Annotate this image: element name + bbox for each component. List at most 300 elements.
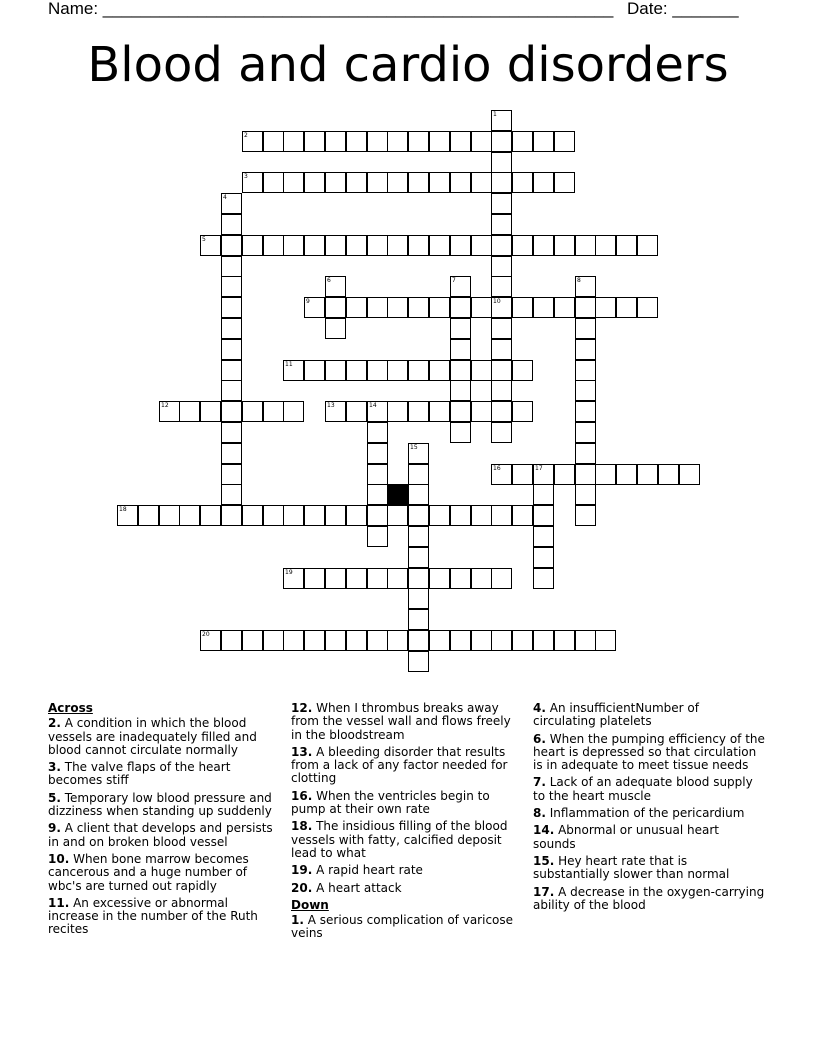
grid-cell[interactable] [408,131,429,152]
grid-cell[interactable] [450,235,471,256]
across-clue [48,822,276,849]
clue-text: Abnormal or unusual heart sounds [533,823,720,851]
grid-cell[interactable] [471,401,492,422]
clue-number: 10. [48,851,70,866]
grid-cell[interactable] [408,630,429,651]
grid-cell[interactable] [450,297,471,318]
grid-cell[interactable] [554,630,575,651]
grid-cell[interactable] [325,360,346,381]
grid-cell[interactable] [429,505,450,526]
grid-cell[interactable] [450,505,471,526]
grid-cell[interactable] [346,235,367,256]
grid-cell[interactable] [117,505,138,526]
grid-cell[interactable] [325,297,346,318]
grid-cell[interactable] [283,401,304,422]
grid-cell[interactable] [512,131,533,152]
clue-number: 13. [291,744,313,759]
grid-cell[interactable] [408,568,429,589]
grid-cell[interactable] [367,443,388,464]
grid-cell[interactable] [325,318,346,339]
grid-cell[interactable] [491,214,512,235]
grid-cell[interactable] [221,339,242,360]
grid-cell[interactable] [367,297,388,318]
grid-cell[interactable] [408,172,429,193]
grid-cell[interactable] [221,380,242,401]
grid-cell[interactable] [283,630,304,651]
grid-cell[interactable] [450,360,471,381]
grid-cell[interactable] [533,526,554,547]
grid-cell[interactable] [512,630,533,651]
grid-cell[interactable] [367,422,388,443]
grid-cell[interactable] [616,235,637,256]
cell-number: 13 [327,402,335,409]
grid-cell[interactable] [512,464,533,485]
grid-cell[interactable] [491,630,512,651]
grid-cell[interactable] [283,235,304,256]
grid-cell[interactable] [512,235,533,256]
grid-cell[interactable] [491,131,512,152]
grid-cell[interactable] [325,401,346,422]
grid-cell[interactable] [491,256,512,277]
clue-text: When bone marrow becomes cancerous and a huge number of wbc's are turned out rapidly [48,851,249,893]
grid-cell[interactable] [304,568,325,589]
grid-cell[interactable] [595,235,616,256]
grid-cell[interactable] [221,401,242,422]
grid-cell[interactable] [283,131,304,152]
clue-column-3 [533,702,765,916]
cell-number: 9 [306,298,310,305]
grid-cell[interactable] [325,235,346,256]
grid-cell[interactable] [533,505,554,526]
grid-cell[interactable] [263,401,284,422]
grid-cell[interactable] [221,256,242,277]
grid-cell[interactable] [408,464,429,485]
grid-cell[interactable] [471,172,492,193]
clue-number: 8. [533,806,546,821]
grid-cell[interactable] [471,505,492,526]
puzzle-title: Blood and cardio disorders [87,37,729,93]
grid-cell[interactable] [159,401,180,422]
grid-cell[interactable] [325,276,346,297]
grid-cell[interactable] [408,547,429,568]
down-clue [533,886,765,913]
grid-cell[interactable] [471,297,492,318]
grid-cell[interactable] [242,131,263,152]
cell-number: 15 [410,444,418,451]
across-heading: Across [48,701,93,715]
grid-cell[interactable] [575,422,596,443]
clue-text: A condition in which the blood vessels are inadequately filled and blood cannot circulate normally [48,716,257,757]
clue-text: Hey heart rate that is substantially slower than normal [533,853,730,882]
grid-cell[interactable] [491,339,512,360]
grid-cell[interactable] [637,235,658,256]
clue-text: A client that develops and persists in and on broken blood vessel [48,821,273,849]
grid-cell[interactable] [221,318,242,339]
down-clue [533,733,765,773]
grid-cell[interactable] [575,630,596,651]
grid-cell[interactable] [575,318,596,339]
clue-text: A heart attack [312,880,402,895]
grid-cell[interactable] [221,443,242,464]
across-clue [48,853,276,893]
grid-cell[interactable] [221,360,242,381]
grid-cell[interactable] [387,401,408,422]
grid-cell[interactable] [491,172,512,193]
grid-cell[interactable] [408,505,429,526]
grid-cell[interactable] [304,297,325,318]
grid-cell[interactable] [575,339,596,360]
grid-cell[interactable] [450,630,471,651]
across-clue [291,702,523,742]
clue-text: A decrease in the oxygen-carrying ability of the blood [533,884,765,912]
across-clue [291,820,523,860]
grid-cell[interactable] [367,401,388,422]
grid-cell[interactable] [387,630,408,651]
grid-cell[interactable] [533,464,554,485]
cell-number: 10 [493,298,501,305]
grid-cell[interactable] [450,318,471,339]
cell-number: 3 [244,173,248,180]
grid-cell[interactable] [616,297,637,318]
cell-number: 11 [285,361,293,368]
clue-text: When I thrombus breaks away from the vessel wall and flows freely in the bloodstream [291,701,511,742]
grid-cell[interactable] [221,235,242,256]
grid-cell[interactable] [387,505,408,526]
grid-cell[interactable] [387,235,408,256]
grid-cell[interactable] [429,131,450,152]
grid-cell[interactable] [367,235,388,256]
grid-cell[interactable] [554,172,575,193]
grid-cell[interactable] [263,172,284,193]
grid-cell[interactable] [346,401,367,422]
cell-number: 1 [493,111,497,118]
grid-cell[interactable] [346,568,367,589]
grid-cell[interactable] [221,214,242,235]
grid-cell[interactable] [221,505,242,526]
grid-cell[interactable] [554,131,575,152]
clue-number: 15. [533,853,555,868]
grid-cell[interactable] [325,131,346,152]
grid-cell[interactable] [200,401,221,422]
cell-number: 6 [327,277,331,284]
down-clue [533,702,765,729]
grid-cell[interactable] [387,297,408,318]
grid-cell[interactable] [450,380,471,401]
grid-cell[interactable] [221,484,242,505]
down-heading: Down [291,897,329,912]
grid-cell[interactable] [179,401,200,422]
grid-cell[interactable] [408,401,429,422]
clue-text: Inflammation of the pericardium [545,806,745,821]
grid-cell[interactable] [533,172,554,193]
grid-cell[interactable] [408,588,429,609]
grid-cell[interactable] [679,464,700,485]
grid-cell[interactable] [325,630,346,651]
grid-cell[interactable] [575,276,596,297]
grid-cell[interactable] [491,568,512,589]
across-clue [48,897,276,937]
clue-number: 9. [48,821,61,836]
grid-cell[interactable] [575,235,596,256]
down-clue [533,855,765,882]
down-clue [533,807,765,820]
grid-cell[interactable] [637,464,658,485]
grid-cell[interactable] [221,193,242,214]
grid-cell[interactable] [387,568,408,589]
grid-cell[interactable] [263,131,284,152]
grid-cell[interactable] [575,380,596,401]
clue-number: 3. [48,760,61,775]
clue-text: The insidious filling of the blood vessels with fatty, calcified deposit lead to what [291,819,508,860]
grid-cell[interactable] [429,401,450,422]
grid-cell[interactable] [408,443,429,464]
grid-cell[interactable] [533,131,554,152]
grid-cell[interactable] [283,172,304,193]
grid-cell[interactable] [367,360,388,381]
grid-cell[interactable] [429,360,450,381]
grid-cell[interactable] [658,464,679,485]
grid-cell[interactable] [346,131,367,152]
grid-cell[interactable] [346,297,367,318]
grid-cell[interactable] [159,505,180,526]
across-clue [291,790,523,817]
grid-cell[interactable] [429,568,450,589]
grid-cell[interactable] [471,630,492,651]
across-clue [291,864,523,877]
grid-cell[interactable] [595,297,616,318]
grid-cell[interactable] [450,172,471,193]
grid-cell[interactable] [533,484,554,505]
clue-number: 7. [533,775,546,790]
clue-text: When the pumping efficiency of the heart is depressed so that circulation is in adequate to meet tissue needs [533,731,765,773]
grid-cell[interactable] [367,131,388,152]
across-clue [48,717,276,757]
grid-cell[interactable] [554,235,575,256]
grid-cell[interactable] [533,235,554,256]
grid-cell[interactable] [304,131,325,152]
clue-text: A serious complication of varicose veins [291,913,514,941]
grid-cell[interactable] [429,630,450,651]
cell-number: 20 [202,631,210,638]
grid-cell[interactable] [221,422,242,443]
grid-cell[interactable] [512,505,533,526]
across-clue [291,746,523,786]
clue-column-1 [48,702,276,941]
black-cell [387,484,408,505]
cell-number: 18 [119,506,127,513]
grid-cell[interactable] [512,360,533,381]
grid-cell[interactable] [263,505,284,526]
grid-cell[interactable] [408,651,429,672]
clue-number: 14. [533,823,555,838]
grid-cell[interactable] [304,505,325,526]
grid-cell[interactable] [595,464,616,485]
grid-cell[interactable] [367,172,388,193]
grid-cell[interactable] [595,630,616,651]
grid-cell[interactable] [471,235,492,256]
grid-cell[interactable] [575,297,596,318]
clue-column-2 [291,702,523,945]
clue-number: 20. [291,880,313,895]
grid-cell[interactable] [575,401,596,422]
cell-number: 16 [493,465,501,472]
cell-number: 12 [161,402,169,409]
grid-cell[interactable] [346,630,367,651]
grid-cell[interactable] [450,568,471,589]
cell-number: 17 [535,465,543,472]
name-field[interactable]: Name: ______________________________________________________ [48,0,614,18]
grid-cell[interactable] [491,422,512,443]
grid-cell[interactable] [221,630,242,651]
grid-cell[interactable] [263,235,284,256]
grid-cell[interactable] [283,360,304,381]
grid-cell[interactable] [554,464,575,485]
grid-cell[interactable] [346,360,367,381]
grid-cell[interactable] [408,484,429,505]
date-field[interactable]: Date: _______ [627,0,739,18]
cell-number: 2 [244,132,248,139]
grid-cell[interactable] [491,464,512,485]
grid-cell[interactable] [367,630,388,651]
grid-cell[interactable] [512,297,533,318]
grid-cell[interactable] [367,484,388,505]
grid-cell[interactable] [408,609,429,630]
clue-number: 2. [48,716,61,731]
across-clue [48,792,276,819]
grid-cell[interactable] [346,505,367,526]
grid-cell[interactable] [387,172,408,193]
grid-cell[interactable] [242,630,263,651]
grid-cell[interactable] [304,630,325,651]
down-clue [291,914,523,941]
grid-cell[interactable] [242,235,263,256]
grid-cell[interactable] [533,297,554,318]
clue-number: 19. [291,863,313,878]
grid-cell[interactable] [491,380,512,401]
grid-cell[interactable] [637,297,658,318]
cell-number: 19 [285,569,293,576]
grid-cell[interactable] [491,110,512,131]
grid-cell[interactable] [221,276,242,297]
clue-text: An insufficientNumber of circulating platelets [533,701,699,729]
clue-number: 17. [533,884,555,899]
grid-cell[interactable] [512,172,533,193]
grid-cell[interactable] [263,630,284,651]
grid-cell[interactable] [575,443,596,464]
grid-cell[interactable] [491,297,512,318]
grid-cell[interactable] [450,422,471,443]
grid-cell[interactable] [200,630,221,651]
clue-text: A rapid heart rate [312,863,423,878]
grid-cell[interactable] [616,464,637,485]
grid-cell[interactable] [408,297,429,318]
grid-cell[interactable] [242,172,263,193]
grid-cell[interactable] [283,568,304,589]
grid-cell[interactable] [533,568,554,589]
grid-cell[interactable] [491,193,512,214]
grid-cell[interactable] [471,131,492,152]
grid-cell[interactable] [408,526,429,547]
grid-cell[interactable] [450,401,471,422]
grid-cell[interactable] [491,401,512,422]
grid-cell[interactable] [575,484,596,505]
grid-cell[interactable] [408,235,429,256]
grid-cell[interactable] [138,505,159,526]
grid-cell[interactable] [491,235,512,256]
grid-cell[interactable] [283,505,304,526]
grid-cell[interactable] [200,235,221,256]
clue-number: 16. [291,788,313,803]
grid-cell[interactable] [304,360,325,381]
grid-cell[interactable] [450,276,471,297]
grid-cell[interactable] [367,505,388,526]
grid-cell[interactable] [179,505,200,526]
cell-number: 5 [202,236,206,243]
grid-cell[interactable] [575,464,596,485]
clue-number: 5. [48,790,61,805]
grid-cell[interactable] [200,505,221,526]
clue-number: 18. [291,819,313,834]
grid-cell[interactable] [367,526,388,547]
grid-cell[interactable] [221,297,242,318]
grid-cell[interactable] [367,464,388,485]
down-clue [533,776,765,803]
grid-cell[interactable] [471,568,492,589]
grid-cell[interactable] [325,568,346,589]
grid-cell[interactable] [491,318,512,339]
clue-text: When the ventricles begin to pump at their own rate [291,788,490,817]
clue-number: 12. [291,701,313,715]
grid-cell[interactable] [367,568,388,589]
grid-cell[interactable] [304,172,325,193]
grid-cell[interactable] [408,360,429,381]
grid-cell[interactable] [512,401,533,422]
grid-cell[interactable] [242,401,263,422]
grid-cell[interactable] [554,297,575,318]
grid-cell[interactable] [491,505,512,526]
grid-cell[interactable] [533,547,554,568]
grid-cell[interactable] [346,172,367,193]
grid-cell[interactable] [429,235,450,256]
grid-cell[interactable] [325,505,346,526]
grid-cell[interactable] [491,276,512,297]
grid-cell[interactable] [242,505,263,526]
grid-cell[interactable] [471,360,492,381]
grid-cell[interactable] [387,131,408,152]
grid-cell[interactable] [221,464,242,485]
down-clue [533,824,765,851]
grid-cell[interactable] [325,172,346,193]
grid-cell[interactable] [387,360,408,381]
grid-cell[interactable] [429,297,450,318]
grid-cell[interactable] [450,131,471,152]
grid-cell[interactable] [491,152,512,173]
cell-number: 8 [577,277,581,284]
grid-cell[interactable] [491,360,512,381]
grid-cell[interactable] [533,630,554,651]
grid-cell[interactable] [575,505,596,526]
grid-cell[interactable] [450,339,471,360]
cell-number: 4 [223,194,227,201]
clue-number: 4. [533,701,546,715]
grid-cell[interactable] [575,360,596,381]
clue-text: Temporary low blood pressure and dizziness when standing up suddenly [48,790,272,819]
cell-number: 7 [452,277,456,284]
across-clue [291,882,523,895]
clue-number: 6. [533,731,546,746]
grid-cell[interactable] [304,235,325,256]
grid-cell[interactable] [429,172,450,193]
